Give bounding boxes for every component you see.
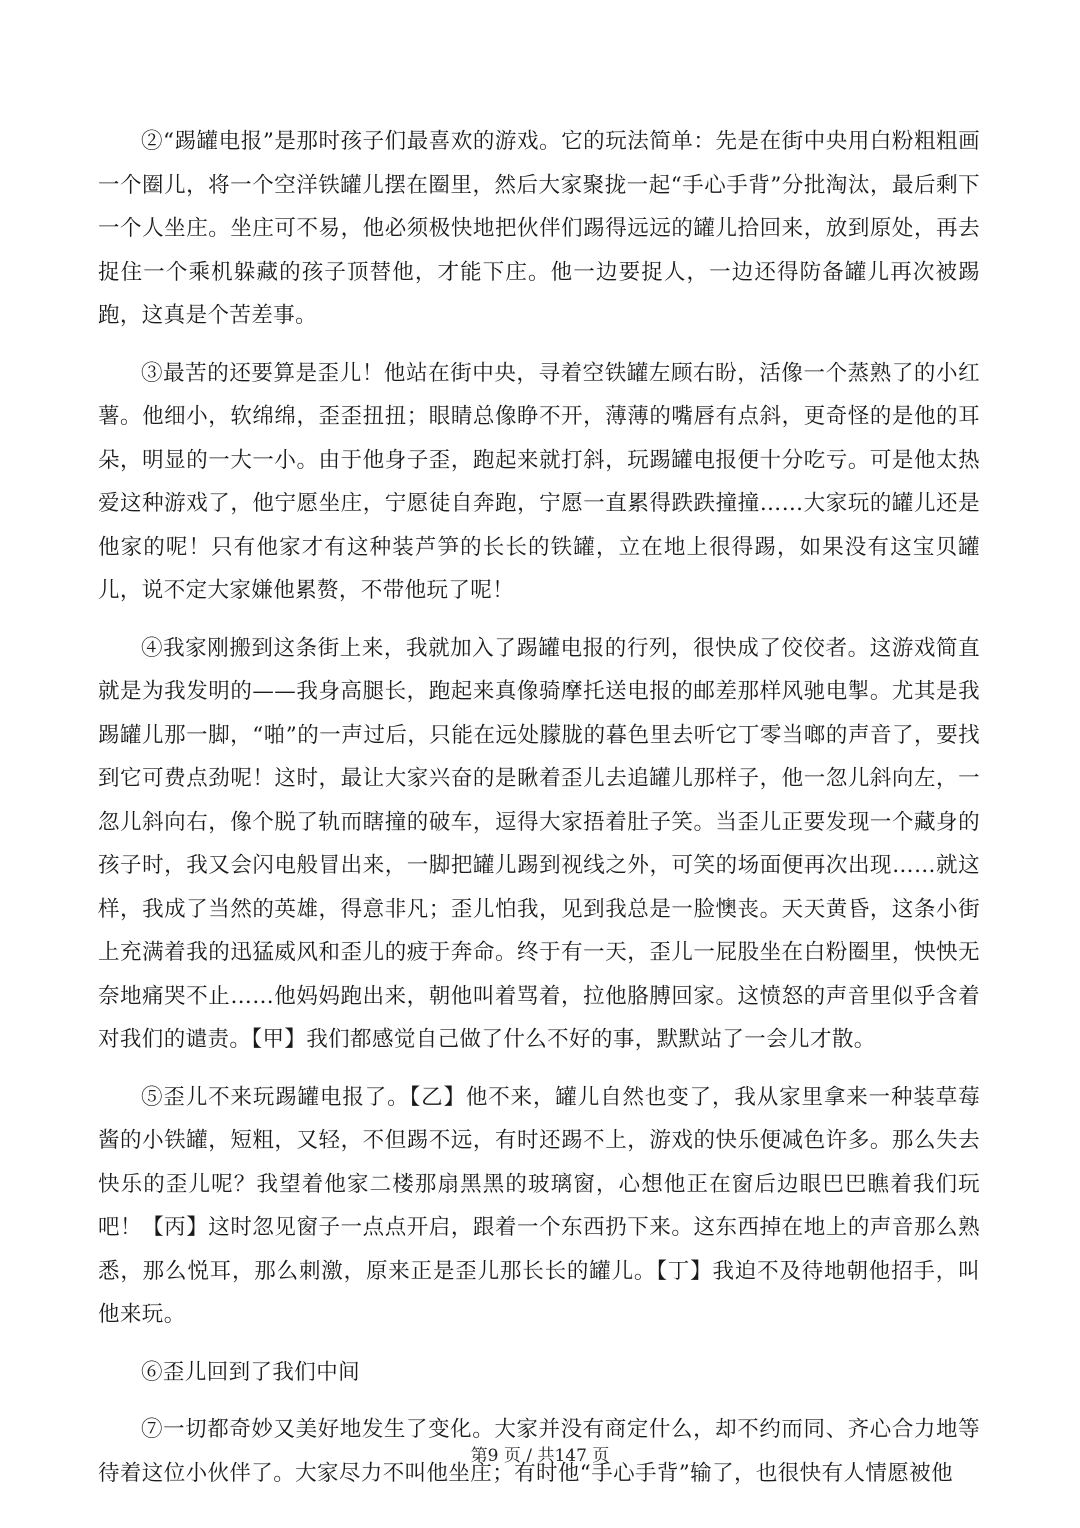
page-prefix: 第 <box>470 1446 488 1466</box>
page-suffix: 页 <box>586 1446 610 1466</box>
total-pages: 147 <box>554 1446 587 1466</box>
paragraph-5: ⑤歪儿不来玩踢罐电报了。【乙】他不来，罐儿自然也变了，我从家里拿来一种装草莓酱的小铁罐，短粗，又轻，不但踢不远，有时还踢不上，游戏的快乐便减色许多。那么失去快乐的歪儿呢？我望着他家二楼那扇黑黑的玻璃窗，心想他正在窗后边眼巴巴瞧着我们玩吧！【丙】这时忽见窗子一点点开启，跟着一个东西扔下来。这东西掉在地上的声音那么熟悉，那么悦耳，那么刺激，原来正是歪儿那长长的罐儿。【丁】我迫不及待地朝他招手，叫他来玩。 <box>98 1084 980 1327</box>
paragraph-4: ④我家刚搬到这条街上来，我就加入了踢罐电报的行列，很快成了佼佼者。这游戏简直就是为我发明的——我身高腿长，跑起来真像骑摩托送电报的邮差那样风驰电掣。尤其是我踢罐儿那一脚，“啪”的一声过后，只能在远处朦胧的暮色里去听它丁零当啷的声音了，要找到它可费点劲呢！这时，最让大家兴奋的是瞅着歪儿去追罐儿那样子，他一忽儿斜向左，一忽儿斜向右，像个脱了轨而瞎撞的破车，逗得大家捂着肚子笑。当歪儿正要发现一个藏身的孩子时，我又会闪电般冒出来，一脚把罐儿踢到视线之外，可笑的场面便再次出现……就这样，我成了当然的英雄，得意非凡；歪儿怕我，见到我总是一脸懊丧。天天黄昏，这条小街上充满着我的迅猛威风和歪儿的疲于奔命。终于有一天，歪儿一屁股坐在白粉圈里，怏怏无奈地痛哭不止……他妈妈跑出来，朝他叫着骂着，拉他胳膊回家。这愤怒的声音里似乎含着对我们的谴责。【甲】我们都感觉自己做了什么不好的事，默默站了一会儿才散。 <box>98 635 980 1052</box>
paragraph-3: ③最苦的还要算是歪儿！他站在街中央，寻着空铁罐左顾右盼，活像一个蒸熟了的小红薯。他细小，软绵绵，歪歪扭扭；眼睛总像睁不开，薄薄的嘴唇有点斜，更奇怪的是他的耳朵，明显的一大一小。由于他身子歪，跑起来就打斜，玩踢罐电报便十分吃亏。可是他太热爱这种游戏了，他宁愿坐庄，宁愿徒自奔跑，宁愿一直累得跌跌撞撞……大家玩的罐儿还是他家的呢！只有他家才有这种装芦笋的长长的铁罐，立在地上很得踢，如果没有这宝贝罐儿，说不定大家嫌他累赘，不带他玩了呢！ <box>98 360 980 603</box>
page-separator: 页 / 共 <box>498 1446 555 1466</box>
paragraph-2: ②“踢罐电报”是那时孩子们最喜欢的游戏。它的玩法简单：先是在街中央用白粉粗粗画一个圈儿，将一个空洋铁罐儿摆在圈里，然后大家聚拢一起“手心手背”分批淘汰，最后剩下一个人坐庄。坐庄可不易，他必须极快地把伙伴们踢得远远的罐儿拾回来，放到原处，再去捉住一个乘机躲藏的孩子顶替他，才能下庄。他一边要捉人，一边还得防备罐儿再次被踢跑，这真是个苦差事。 <box>98 129 980 328</box>
page-number: 9 <box>487 1446 499 1466</box>
page-footer <box>0 1441 1080 1466</box>
document-body <box>98 120 980 1509</box>
paragraph-7: ⑦一切都奇妙又美好地发生了变化。大家并没有商定什么，却不约而同、齐心合力地等待着这位小伙伴了。大家尽力不叫他坐庄；有时他“手心手背”输了，也很快有人情愿被他 <box>98 1417 980 1486</box>
paragraph-6: ⑥歪儿回到了我们中间 <box>141 1359 361 1385</box>
